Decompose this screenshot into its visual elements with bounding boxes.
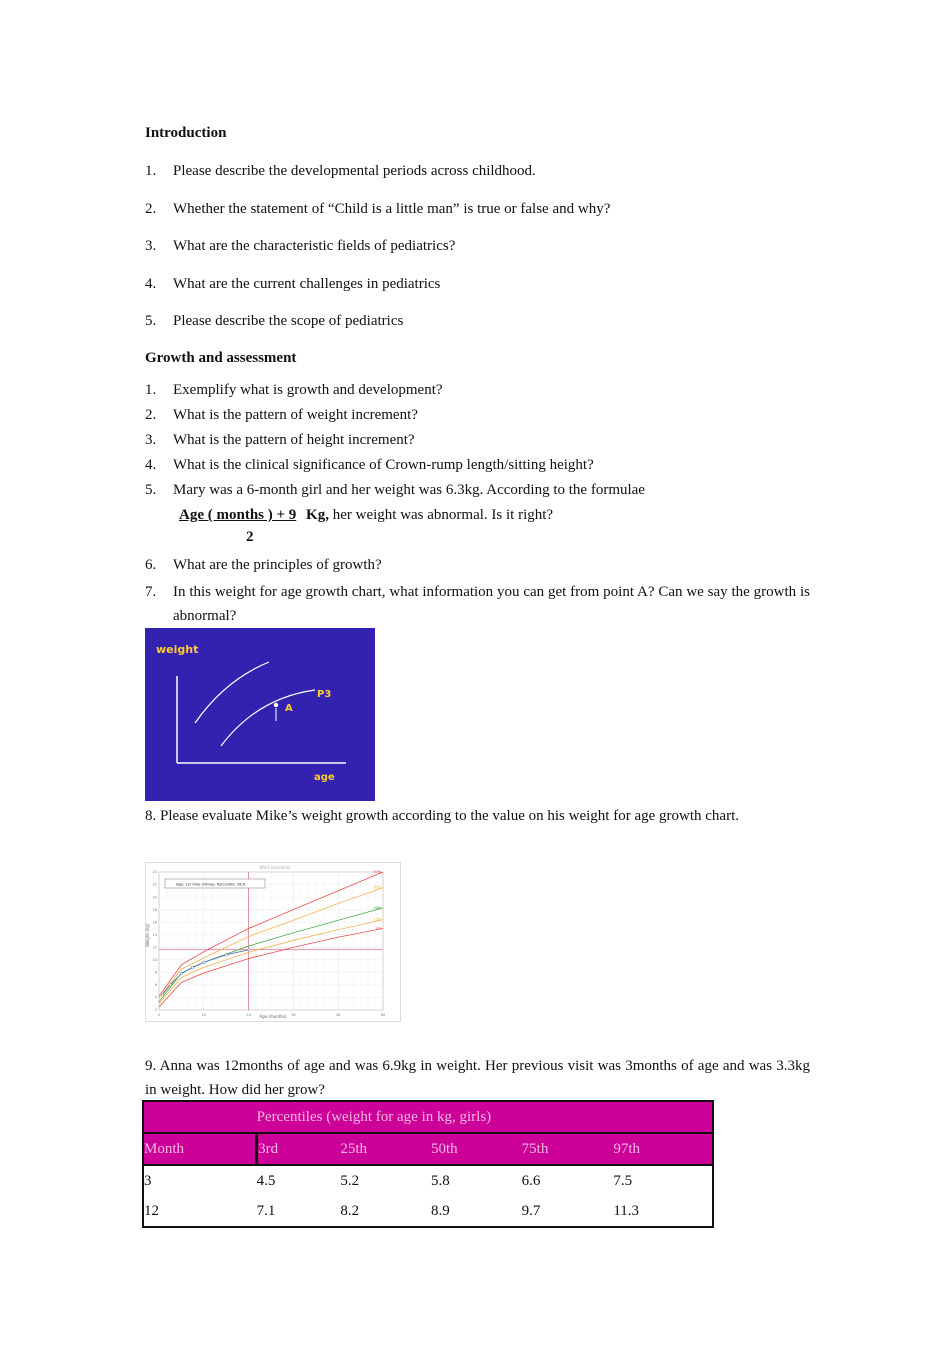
y-tick-label: 4 bbox=[154, 995, 157, 1000]
y-axis-label: weight bbox=[156, 643, 199, 656]
question-number: 5. bbox=[145, 313, 157, 329]
y-tick-label: 16 bbox=[152, 920, 157, 925]
patient-point bbox=[169, 984, 171, 986]
question-text: What is the clinical significance of Crown-rump length/sitting height? bbox=[173, 457, 594, 473]
table-cell: 7.5 bbox=[613, 1165, 713, 1196]
who-chart-svg bbox=[145, 862, 401, 1022]
question-9: 9. Anna was 12months of age and was 6.9kg in weight. Her previous visit was 3months of age and was 3.3kg in weight. How did her grow? bbox=[145, 1058, 810, 1098]
question-number: 6. bbox=[145, 557, 157, 573]
patient-point bbox=[180, 972, 182, 974]
chart-header: WHO standards bbox=[259, 865, 291, 870]
table-header-row bbox=[143, 1133, 713, 1165]
question-number: 7. bbox=[145, 584, 157, 600]
growth-question bbox=[145, 457, 594, 474]
point-a-label: A bbox=[285, 703, 293, 714]
question-text: What are the characteristic fields of pediatrics? bbox=[173, 238, 456, 254]
x-tick-label: 36 bbox=[291, 1013, 296, 1017]
intro-question bbox=[145, 201, 610, 218]
y-axis-title: Weight (kg) bbox=[145, 923, 150, 947]
intro-question bbox=[145, 276, 440, 293]
question-number: 1. bbox=[145, 163, 157, 179]
table-header: 25th bbox=[340, 1133, 431, 1165]
question-text: Please describe the scope of pediatrics bbox=[173, 313, 404, 329]
table-cell: 7.1 bbox=[257, 1196, 341, 1227]
question-text: What is the pattern of weight increment? bbox=[173, 407, 418, 423]
p3-label: P3 bbox=[317, 689, 332, 700]
growth-question bbox=[145, 557, 382, 574]
table-cell: 8.2 bbox=[340, 1196, 431, 1227]
curve-label: 3rd bbox=[375, 926, 381, 931]
question-number: 4. bbox=[145, 276, 157, 292]
y-tick-label: 14 bbox=[152, 932, 157, 937]
intro-heading: Introduction bbox=[145, 125, 227, 141]
growth-question bbox=[145, 382, 443, 399]
table-cell bbox=[143, 1101, 257, 1133]
y-tick-label: 8 bbox=[154, 970, 157, 975]
curve-label: 50th bbox=[373, 905, 381, 910]
x-tick-label: 0 bbox=[157, 1013, 161, 1017]
table-cell: 5.8 bbox=[431, 1165, 522, 1196]
curve-label: 85th bbox=[373, 885, 381, 890]
table-header: 97th bbox=[613, 1133, 713, 1165]
y-tick-label: 18 bbox=[152, 907, 157, 912]
curve-label: 97th bbox=[373, 870, 381, 874]
intro-question bbox=[145, 163, 536, 180]
table-cell: 6.6 bbox=[522, 1165, 614, 1196]
table-cell: 11.3 bbox=[613, 1196, 713, 1227]
inset-label: Age: 2yr 0mo (24mo), Percentile: 28.8 bbox=[176, 882, 245, 887]
patient-point bbox=[225, 954, 227, 956]
patient-point bbox=[191, 966, 193, 968]
question-text: What is the pattern of height increment? bbox=[173, 432, 415, 448]
x-tick-label: 60 bbox=[380, 1013, 386, 1017]
question-number: 1. bbox=[145, 382, 157, 398]
table-cell: 8.9 bbox=[431, 1196, 522, 1227]
point-a-marker bbox=[274, 703, 278, 707]
question-number: 2. bbox=[145, 201, 157, 217]
y-tick-label: 22 bbox=[152, 882, 157, 887]
weight-formula bbox=[179, 507, 554, 545]
table-header: 50th bbox=[431, 1133, 522, 1165]
question-text: Exemplify what is growth and development? bbox=[173, 382, 443, 398]
patient-point bbox=[162, 993, 164, 995]
table-cell: 5.2 bbox=[340, 1165, 431, 1196]
table-header: 75th bbox=[522, 1133, 614, 1165]
formula-denominator: 2 bbox=[246, 529, 254, 545]
growth-question bbox=[145, 482, 645, 499]
grid-layer bbox=[159, 872, 383, 1010]
schematic-growth-chart bbox=[145, 628, 375, 801]
formula-rest: her weight was abnormal. Is it right? bbox=[328, 507, 554, 523]
table-cell: 4.5 bbox=[257, 1165, 341, 1196]
question-text: What are the principles of growth? bbox=[173, 557, 382, 573]
question-text: Whether the statement of “Child is a little man” is true or false and why? bbox=[173, 201, 611, 217]
patient-point bbox=[247, 949, 249, 951]
x-tick-label: 24 bbox=[246, 1013, 251, 1017]
table-row bbox=[143, 1196, 713, 1227]
intro-question bbox=[145, 313, 403, 330]
x-tick-label: 48 bbox=[335, 1013, 341, 1017]
question-number: 3. bbox=[145, 432, 157, 448]
table-header: 3rd bbox=[257, 1133, 341, 1165]
question-number: 2. bbox=[145, 407, 157, 423]
percentile-table bbox=[142, 1100, 714, 1228]
formula-numerator: Age ( months ) + 9 bbox=[179, 507, 297, 523]
who-growth-chart bbox=[145, 862, 401, 1022]
table-title-row bbox=[143, 1101, 713, 1133]
schematic-chart-svg bbox=[145, 628, 375, 801]
x-axis-title: Age (months) bbox=[259, 1014, 287, 1019]
y-tick-label: 2 bbox=[154, 1008, 157, 1013]
y-tick-label: 6 bbox=[154, 983, 157, 988]
table-cell: 12 bbox=[143, 1196, 257, 1227]
growth-question bbox=[145, 407, 418, 424]
question-text: Mary was a 6-month girl and her weight was 6.3kg. According to the formulae bbox=[173, 482, 645, 498]
curve-label: 15th bbox=[373, 917, 381, 922]
y-tick-label: 20 bbox=[152, 895, 157, 900]
question-number: 5. bbox=[145, 482, 157, 498]
question-number: 4. bbox=[145, 457, 157, 473]
growth-question bbox=[145, 432, 415, 449]
upper-reference-curve bbox=[195, 662, 269, 723]
question-8: 8. Please evaluate Mike’s weight growth according to the value on his weight for age growth chart. bbox=[145, 808, 739, 824]
p3-curve bbox=[221, 690, 315, 746]
question-text: What are the current challenges in pediatrics bbox=[173, 276, 441, 292]
table-cell: 3 bbox=[143, 1165, 257, 1196]
formula-unit: Kg, bbox=[306, 507, 329, 523]
question-text: Please describe the developmental periods across childhood. bbox=[173, 163, 536, 179]
patient-point bbox=[203, 961, 205, 963]
growth-question bbox=[145, 580, 810, 628]
table-header: Month bbox=[143, 1133, 257, 1165]
table-row bbox=[143, 1165, 713, 1196]
intro-question bbox=[145, 238, 455, 255]
y-tick-label: 12 bbox=[152, 945, 157, 950]
y-tick-label: 10 bbox=[152, 958, 157, 963]
question-number: 3. bbox=[145, 238, 157, 254]
y-tick-label: 24 bbox=[152, 870, 157, 875]
x-axis-label: age bbox=[314, 772, 335, 783]
table-cell: 9.7 bbox=[522, 1196, 614, 1227]
table-title: Percentiles (weight for age in kg, girls) bbox=[257, 1101, 713, 1133]
x-tick-label: 12 bbox=[201, 1013, 207, 1017]
question-text: In this weight for age growth chart, what information you can get from point A? Can we say the growth is abnormal? bbox=[173, 584, 810, 624]
growth-heading: Growth and assessment bbox=[145, 350, 297, 366]
